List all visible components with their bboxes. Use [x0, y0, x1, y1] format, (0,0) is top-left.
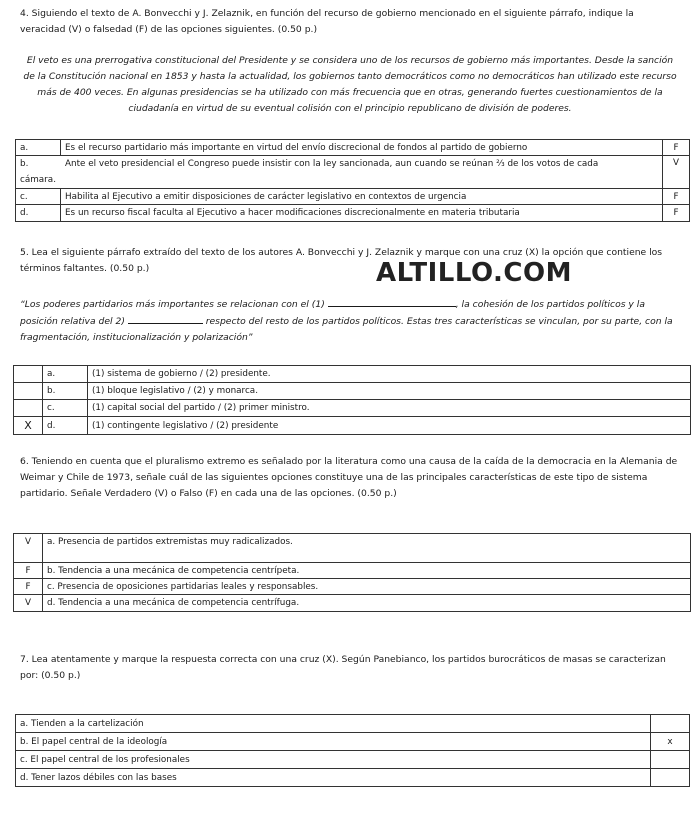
quote-part-2: , la cohesión de los partidos políticos y la posición relativa del 2): [20, 299, 645, 327]
table-row: [14, 563, 691, 579]
option-letter: b.: [20, 159, 29, 169]
question-4-prompt: 4. Siguiendo el texto de A. Bonvecchi y J. Zelaznik, en función del recurso de gobierno mencionado en el siguiente párrafo, indique la veracidad (V) o falsedad (F) de las opciones siguientes. (0.50 p.): [20, 8, 634, 35]
option-letter: a.: [16, 140, 61, 156]
table-row: [14, 534, 691, 563]
option-merged-cell: [16, 156, 663, 189]
question-4-table: [15, 139, 690, 222]
option-answer[interactable]: V: [14, 595, 43, 612]
table-row: [16, 189, 690, 205]
option-mark[interactable]: [651, 769, 690, 787]
option-letter: d.: [43, 417, 88, 435]
quote-part-3: respecto del resto de los partidos políticos. Estas tres características se vinculan, por su parte, con la fragmentación, institucionalización y polarización”: [20, 316, 673, 343]
option-text: d. Tener lazos débiles con las bases: [16, 769, 651, 787]
option-text-continuation: cámara.: [20, 175, 56, 185]
question-7-table: [15, 714, 690, 787]
question-7-prompt: 7. Lea atentamente y marque la respuesta correcta con una cruz (X). Según Panebianco, los partidos burocráticos de masas se caracterizan por: (0.50 p.): [20, 654, 666, 681]
table-row: [16, 733, 690, 751]
option-mark[interactable]: [14, 383, 43, 400]
table-row: [14, 383, 691, 400]
option-text: Ante el veto presidencial el Congreso puede insistir con la ley sancionada, aun cuando se reúnan ⅔ de los votos de cada: [65, 159, 599, 169]
table-row: [14, 579, 691, 595]
option-letter: a.: [43, 366, 88, 383]
option-letter: c.: [16, 189, 61, 205]
option-letter: b.: [43, 383, 88, 400]
option-mark[interactable]: x: [651, 733, 690, 751]
option-text: b. El papel central de la ideología: [16, 733, 651, 751]
option-answer[interactable]: V: [663, 156, 690, 189]
option-text: c. Presencia de oposiciones partidarias leales y responsables.: [43, 579, 691, 595]
option-text: (1) sistema de gobierno / (2) presidente.: [88, 366, 691, 383]
question-5-quote: [20, 296, 680, 346]
option-text: Es el recurso partidario más importante en virtud del envío discrecional de fondos al partido de gobierno: [61, 140, 663, 156]
table-row: [16, 205, 690, 222]
option-text: a. Presencia de partidos extremistas muy radicalizados.: [43, 534, 691, 563]
option-answer[interactable]: F: [663, 189, 690, 205]
option-answer[interactable]: F: [663, 205, 690, 222]
option-text: c. El papel central de los profesionales: [16, 751, 651, 769]
table-row: [14, 366, 691, 383]
option-answer[interactable]: F: [14, 579, 43, 595]
option-mark[interactable]: X: [14, 417, 43, 435]
table-row: [14, 400, 691, 417]
question-5-table: [13, 365, 691, 435]
option-text: Habilita al Ejecutivo a emitir disposiciones de carácter legislativo en contextos de urgencia: [61, 189, 663, 205]
option-answer[interactable]: F: [663, 140, 690, 156]
table-row: [14, 595, 691, 612]
option-answer[interactable]: F: [14, 563, 43, 579]
watermark-logo: ALTILLO.COM: [376, 258, 572, 288]
option-mark[interactable]: [651, 715, 690, 733]
option-text: (1) contingente legislativo / (2) presidente: [88, 417, 691, 435]
option-letter: c.: [43, 400, 88, 417]
blank-2[interactable]: [128, 313, 203, 324]
quote-part-1: “Los poderes partidarios más importantes se relacionan con el (1): [20, 299, 328, 310]
option-mark[interactable]: [14, 366, 43, 383]
option-text: (1) capital social del partido / (2) primer ministro.: [88, 400, 691, 417]
question-6-table: [13, 533, 691, 612]
option-text: d. Tendencia a una mecánica de competencia centrífuga.: [43, 595, 691, 612]
option-letter: d.: [16, 205, 61, 222]
table-row: [16, 156, 690, 189]
option-mark[interactable]: [651, 751, 690, 769]
table-row: [16, 715, 690, 733]
blank-1[interactable]: [328, 296, 456, 307]
option-text: (1) bloque legislativo / (2) y monarca.: [88, 383, 691, 400]
table-row: [16, 140, 690, 156]
option-text: b. Tendencia a una mecánica de competencia centrípeta.: [43, 563, 691, 579]
table-row: [16, 751, 690, 769]
option-mark[interactable]: [14, 400, 43, 417]
table-row: [14, 417, 691, 435]
question-6-prompt: 6. Teniendo en cuenta que el pluralismo extremo es señalado por la literatura como una causa de la caída de la democracia en la Alemania de Weimar y Chile de 1973, señale cuál de las siguientes opciones constituye una de las principales características de este tipo de sistema partidario. Señale Verdadero (V) o Falso (F) en cada una de las opciones. (0.50 p.): [20, 456, 678, 499]
option-text: a. Tienden a la cartelización: [16, 715, 651, 733]
option-text: Es un recurso fiscal faculta al Ejecutivo a hacer modificaciones discrecionalmente en materia tributaria: [61, 205, 663, 222]
option-answer[interactable]: V: [14, 534, 43, 563]
table-row: [16, 769, 690, 787]
question-5-prompt: 5. Lea el siguiente párrafo extraído del texto de los autores A. Bonvecchi y J. Zelaznik y marque con una cruz (X) la opción que contiene los términos faltantes. (0.50 p.): [20, 247, 663, 274]
question-4-quote: El veto es una prerrogativa constitucional del Presidente y se considera uno de los recursos de gobierno más importantes. Desde la sanción de la Constitución nacional en 1853 y hasta la actualidad, los gobiernos tanto democráticos como no democráticos han utilizado este recurso más de 400 veces. En algunas presidencias se ha utilizado con más frecuencia que en otras, generando fuertes cuestionamientos de la ciudadanía en virtud de su eventual colisión con el principio republicano de división de poderes.: [23, 55, 677, 114]
